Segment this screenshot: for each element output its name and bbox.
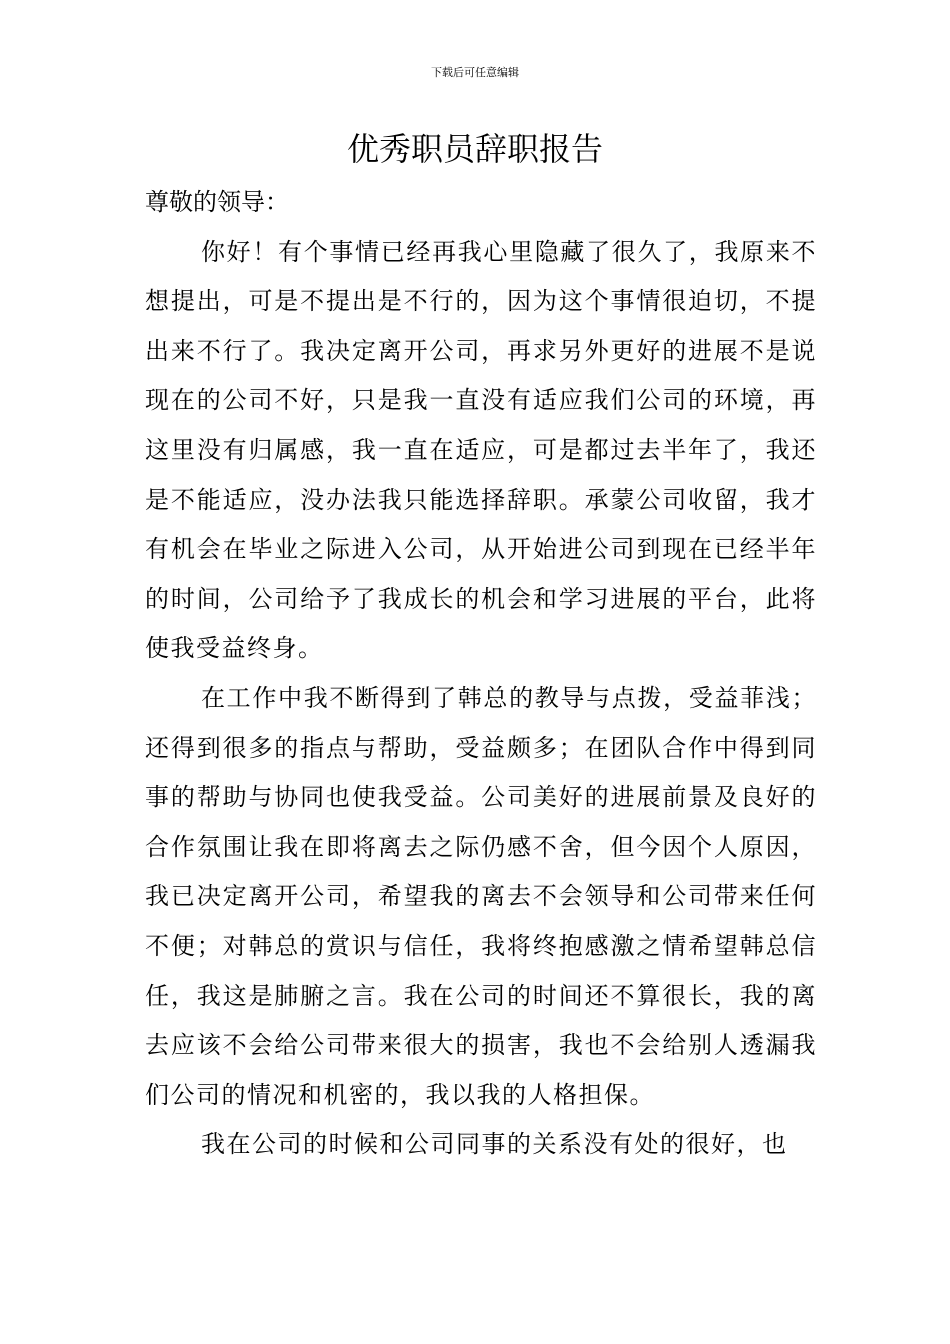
body-paragraph-3: 我在公司的时候和公司同事的关系没有处的很好，也 bbox=[201, 1130, 788, 1159]
document-title: 优秀职员辞职报告 bbox=[346, 130, 603, 168]
document-body bbox=[145, 178, 817, 1170]
header-note: 下载后可任意编辑 bbox=[431, 66, 519, 79]
salutation: 尊敬的领导： bbox=[145, 188, 289, 216]
body-paragraph-2: 在工作中我不断得到了韩总的教导与点拨，受益菲浅；还得到很多的指点与帮助，受益颇多；在团队合作中得到同事的帮助与协同也使我受益。公司美好的进展前景及良好的合作氛围让我在即将离去之际仍感不舍，但今因个人原因，我已决定离开公司，希望我的离去不会领导和公司带来任何不便；对韩总的赏识与信任，我将终抱感激之情希望韩总信任，我这是肺腑之言。我在公司的时间还不算很长，我的离去应该不会给公司带来很大的损害，我也不会给别人透漏我们公司的情况和机密的，我以我的人格担保。 bbox=[145, 683, 817, 1109]
body-paragraph-1: 你好！有个事情已经再我心里隐藏了很久了，我原来不想提出，可是不提出是不行的，因为这个事情很迫切，不提出来不行了。我决定离开公司，再求另外更好的进展不是说现在的公司不好，只是我一直没有适应我们公司的环境，再这里没有归属感，我一直在适应，可是都过去半年了，我还是不能适应，没办法我只能选择辞职。承蒙公司收留，我才有机会在毕业之际进入公司，从开始进公司到现在已经半年的时间，公司给予了我成长的机会和学习进展的平台，此将使我受益终身。 bbox=[145, 237, 817, 663]
